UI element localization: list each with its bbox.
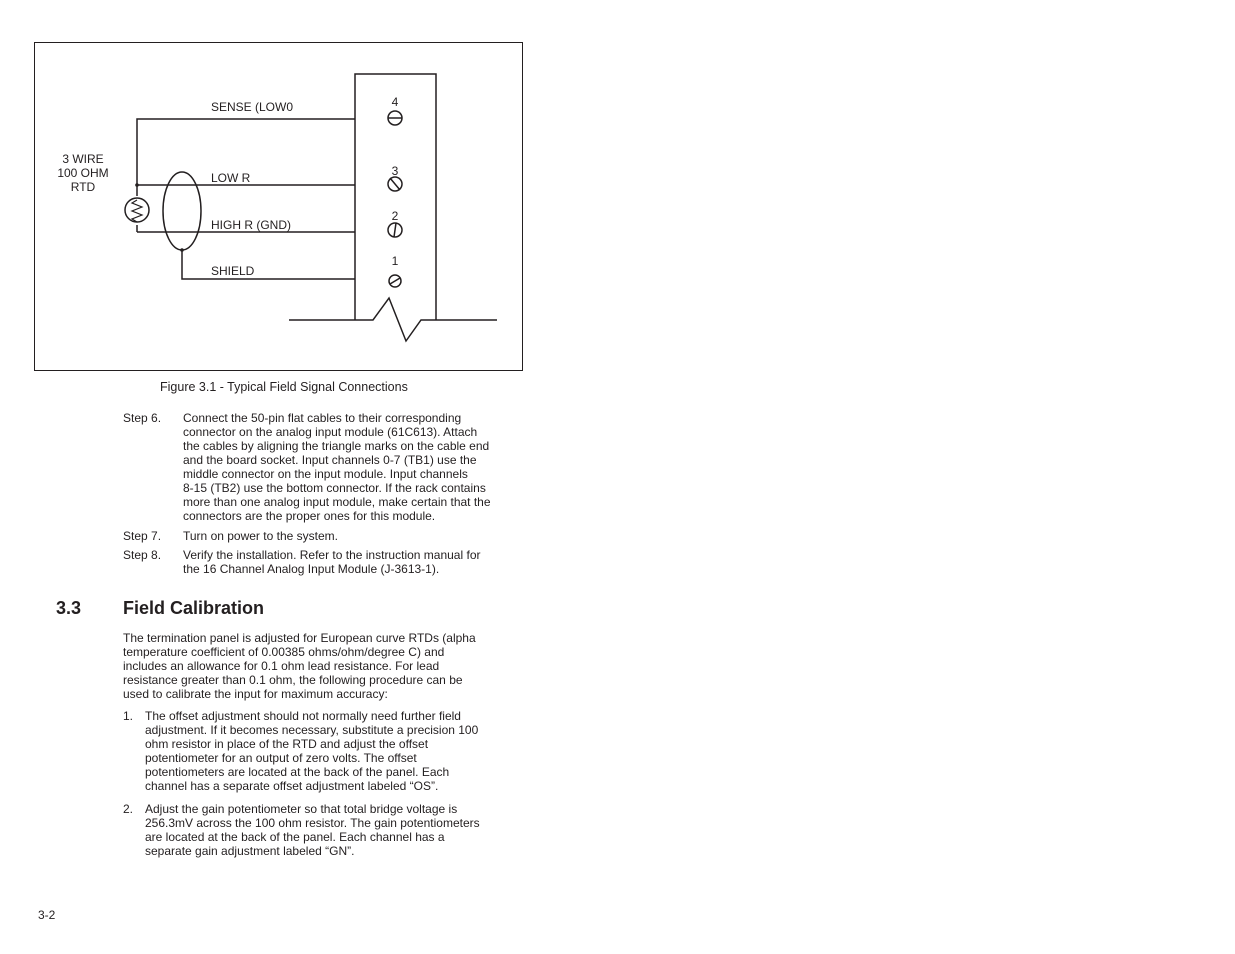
figure-caption: Figure 3.1 - Typical Field Signal Connections [160,380,408,394]
terminal-2-label: 2 [391,209,399,223]
intro-line: used to calibrate the input for maximum accuracy: [123,687,388,701]
step-line: Connect the 50-pin flat cables to their corresponding [183,411,462,425]
list-item-number: 2. [123,802,134,816]
item-line: separate gain adjustment labeled “GN”. [145,844,355,858]
terminal-1-label: 1 [391,254,399,268]
section-title: Field Calibration [123,598,265,618]
intro-line: The termination panel is adjusted for European curve RTDs (alpha [123,631,476,645]
step-line: 8-15 (TB2) use the bottom connector. If the rack contains [183,481,486,495]
step-number: Step 6. [123,411,162,425]
step-line: the 16 Channel Analog Input Module (J-3613-1). [183,562,440,576]
screw-slot-3 [390,178,400,190]
section-number: 3.3 [56,598,82,618]
screw-slot-1 [390,278,400,284]
step-line: connectors are the proper ones for this module. [183,509,436,523]
item-line: are located at the back of the panel. Each channel has a [145,830,445,844]
rtd-label-line3: RTD [70,180,96,194]
wiring-diagram [34,42,523,371]
rtd-symbol [125,198,149,222]
sense-label: SENSE (LOW0 [211,100,294,114]
step-line: and the board socket. Input channels 0-7 (TB1) use the [183,453,477,467]
break-line [289,298,497,341]
step-text [183,411,513,523]
intro-line: temperature coefficient of 0.00385 ohms/ohm/degree C) and [123,645,445,659]
step-line: Verify the installation. Refer to the instruction manual for [183,548,481,562]
shield-label: SHIELD [211,264,255,278]
terminal-3-label: 3 [391,164,399,178]
rtd-label-line2: 100 OHM [57,166,109,180]
screw-slot-2 [394,223,396,237]
junction-dot [180,248,184,252]
rtd-zigzag [132,200,142,222]
list-item-number: 1. [123,709,134,723]
step-line: middle connector on the input module. Input channels [183,467,468,481]
step-number: Step 8. [123,548,162,562]
step-number: Step 7. [123,529,162,543]
item-line: ohm resistor in place of the RTD and adjust the offset [145,737,429,751]
step-line: Turn on power to the system. [183,529,338,543]
item-line: 256.3mV across the 100 ohm resistor. The gain potentiometers [145,816,480,830]
step-line: the cables by aligning the triangle marks on the cable end [183,439,490,453]
intro-line: includes an allowance for 0.1 ohm lead resistance. For lead [123,659,440,673]
list-item-text [145,709,500,793]
step-line: more than one analog input module, make certain that the [183,495,491,509]
section-intro [123,631,503,701]
item-line: potentiometers are located at the back of the panel. Each [145,765,450,779]
junction-dot [135,183,139,187]
item-line: The offset adjustment should not normally need further field [145,709,461,723]
item-line: Adjust the gain potentiometer so that total bridge voltage is [145,802,458,816]
list-item-text [145,802,500,858]
rtd-label-line1: 3 WIRE [62,152,104,166]
item-line: adjustment. If it becomes necessary, substitute a precision 100 [145,723,479,737]
shield-wire [182,250,355,279]
shield-ellipse [163,172,201,250]
terminal-4-label: 4 [391,95,399,109]
step-text [183,548,513,576]
step-line: connector on the analog input module (61C613). Attach [183,425,478,439]
intro-line: resistance greater than 0.1 ohm, the following procedure can be [123,673,463,687]
page-number: 3-2 [38,908,56,922]
low-r-label: LOW R [211,171,251,185]
high-r-label: HIGH R (GND) [211,218,291,232]
wiring-diagram-svg [35,43,524,372]
item-line: channel has a separate offset adjustment labeled “OS”. [145,779,439,793]
step-text [183,529,513,543]
item-line: potentiometer for an output of zero volts. The offset [145,751,417,765]
